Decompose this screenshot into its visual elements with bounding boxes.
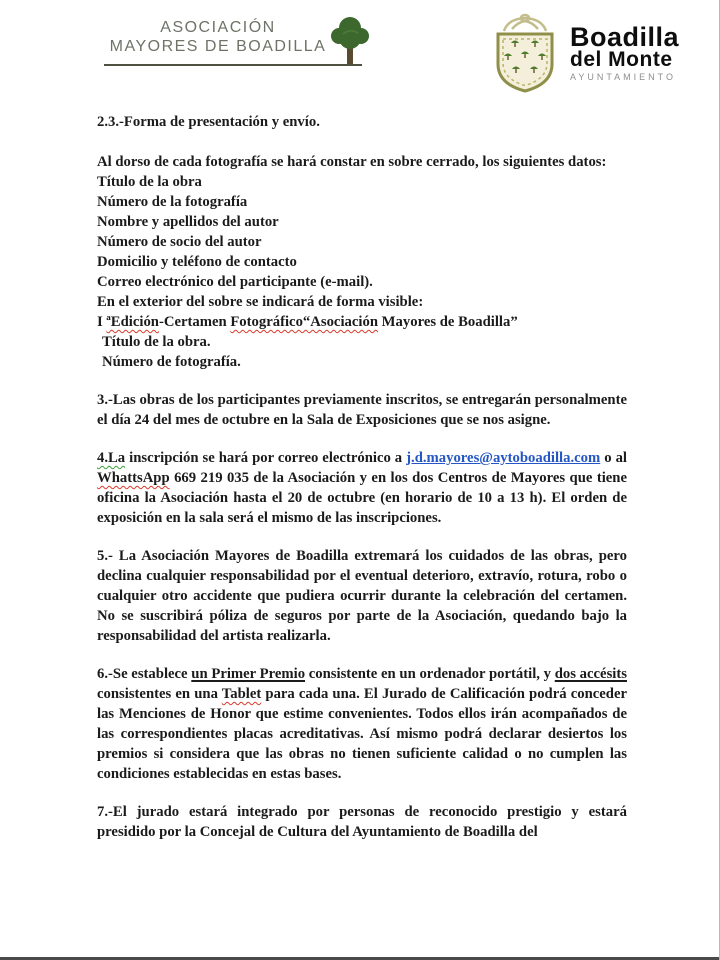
association-logo <box>104 18 362 66</box>
grammar-flagged-word: 4.La <box>97 450 126 466</box>
envelope-data-line: Correo electrónico del participante (e-mail). <box>97 274 373 290</box>
envelope-data-line: Domicilio y teléfono de contacto <box>97 254 297 270</box>
section-4-paragraph <box>97 448 627 528</box>
email-link[interactable]: j.d.mayores@aytoboadilla.com <box>406 450 601 466</box>
misspelled-word: Tablet <box>221 686 262 702</box>
envelope-data-line: Título de la obra <box>97 174 202 190</box>
section-6-text-part: para cada una. El Jurado de Calificación podrá conceder las Menciones de Honor que estime convenientes. Todos ellos irán acompañados de las correspondientes placas acreditativas. Así mismo podrá declarar desiertos los premios si considera que las obras no tienen suficiente calidad o no cumplen las condiciones establecidas en estas bases. <box>97 686 627 782</box>
edition-text-part: -Certamen <box>158 314 231 330</box>
exterior-intro-line: En el exterior del sobre se indicará de forma visible: <box>97 294 424 310</box>
section-3-paragraph: 3.-Las obras de los participantes previamente inscritos, se entregarán personalmente el día 24 del mes de octubre en la Sala de Exposiciones que se nos asigne. <box>97 392 627 428</box>
association-name-line2: MAYORES DE BOADILLA <box>109 38 327 55</box>
section-4-text-part: inscripción se hará por correo electrónico a <box>125 450 407 466</box>
town-logo-text <box>570 21 680 82</box>
envelope-data-line: Número de socio del autor <box>97 234 262 250</box>
tree-icon <box>330 16 370 66</box>
envelope-data-line: Número de la fotografía <box>97 194 248 210</box>
association-logo-underline <box>104 64 362 66</box>
edition-text-part: I <box>97 314 107 330</box>
exterior-edition-line <box>97 312 627 332</box>
envelope-data-line: Nombre y apellidos del autor <box>97 214 279 230</box>
coat-of-arms-icon <box>490 12 560 94</box>
association-logo-row <box>104 18 362 56</box>
town-name-line2: del Monte <box>570 47 673 71</box>
section-2-3-heading: 2.3.-Forma de presentación y envío. <box>97 114 320 130</box>
intro-paragraph: Al dorso de cada fotografía se hará constar en sobre cerrado, los siguientes datos: <box>97 154 607 170</box>
misspelled-word: Fotográfico“Asociación <box>230 314 378 330</box>
section-6-text-part: consistentes en una <box>97 686 222 702</box>
underlined-phrase: un Primer Premio <box>191 666 306 682</box>
section-6-text-part: 6.-Se establece <box>97 666 192 682</box>
exterior-number-line: Número de fotografía. <box>102 354 241 370</box>
section-6-text-part: consistente en un ordenador portátil, y <box>305 666 555 682</box>
section-4-text-part: o al <box>600 450 627 466</box>
misspelled-word: ªEdición <box>106 314 159 330</box>
town-hall-logo <box>490 12 679 94</box>
association-logo-text <box>104 18 362 56</box>
section-7-paragraph: 7.-El jurado estará integrado por personas de reconocido prestigio y estará presidido por la Concejal de Cultura del Ayuntamiento de Boadilla del <box>97 804 627 840</box>
misspelled-word: WhattsApp <box>97 470 170 486</box>
section-5-paragraph: 5.- La Asociación Mayores de Boadilla extremará los cuidados de las obras, pero declina cualquier responsabilidad por el eventual deterioro, extravío, rotura, robo o cualquier otro accidente que pudiera ocurrir durante la celebración del certamen. No se suscribirá póliza de seguros por parte de la Asociación, quedando bajo la responsabilidad del artista realizarla. <box>97 548 627 644</box>
association-name-line1: ASOCIACIÓN <box>160 19 276 36</box>
section-4-text-part: 669 219 035 de la Asociación y en los dos Centros de Mayores que tiene oficina la Asociación hasta el 20 de octubre (en horario de 10 a 13 h). El orden de exposición en la sala será el mismo de las inscripciones. <box>97 470 627 526</box>
town-subtitle: AYUNTAMIENTO <box>570 71 677 82</box>
town-name-line1: Boadilla <box>570 21 680 52</box>
exterior-title-line: Título de la obra. <box>102 334 211 350</box>
edition-text-part: Mayores de Boadilla” <box>378 314 518 330</box>
header <box>0 12 719 104</box>
document-body <box>97 112 627 842</box>
section-6-paragraph <box>97 664 627 784</box>
underlined-phrase: dos accésits <box>554 666 627 682</box>
